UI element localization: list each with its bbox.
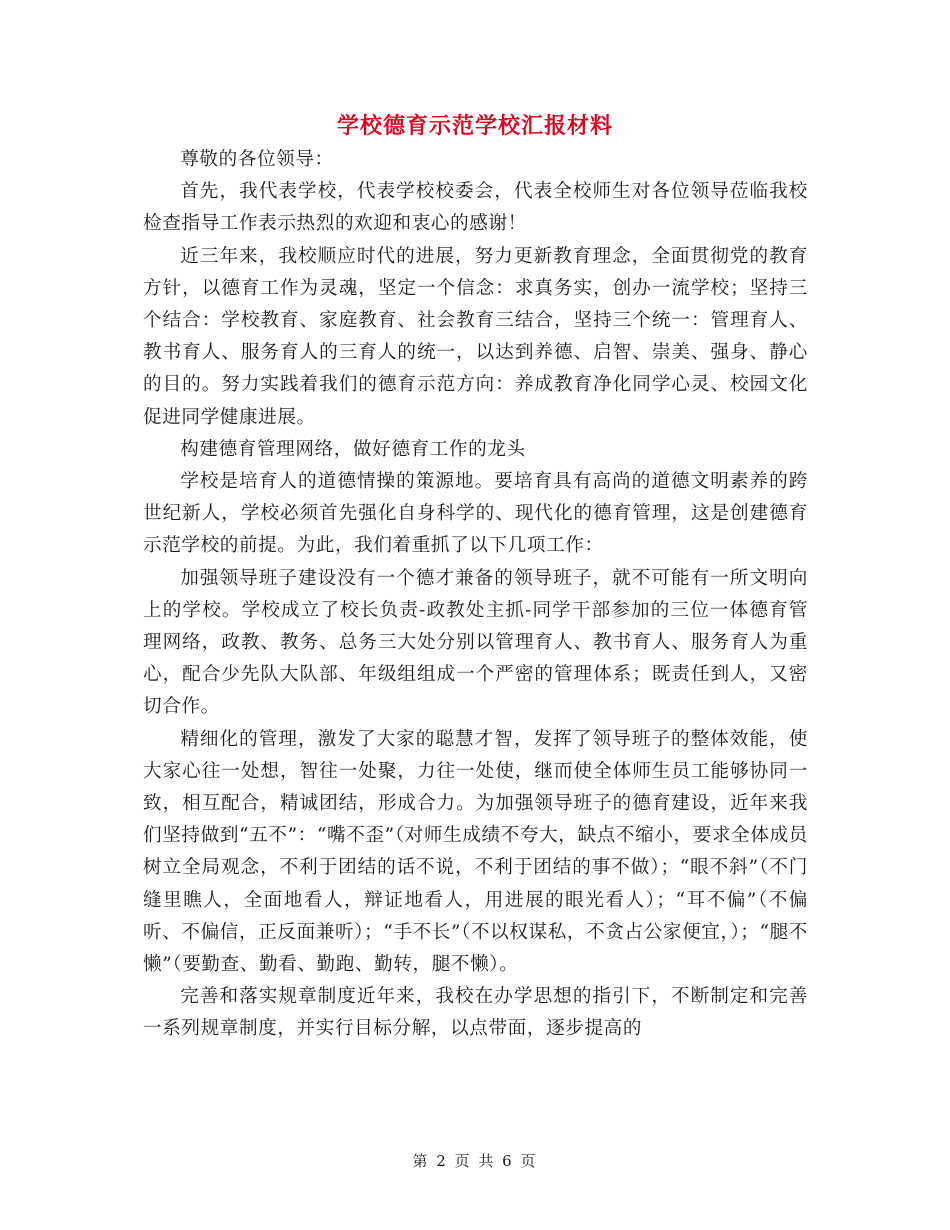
document-title: 学校德育示范学校汇报材料 bbox=[336, 113, 613, 139]
paragraph: 构建德育管理网络，做好德育工作的龙头 bbox=[180, 438, 526, 460]
paragraph: 尊敬的各位领导： bbox=[180, 149, 334, 170]
document-body bbox=[143, 144, 808, 1046]
paragraph: 学校是培育人的道德情操的策源地。要培育具有高尚的道德文明素养的跨世纪新人，学校必须首先强化自身科学的、现代化的德育管理，这是创建德育示范学校的前提。为此，我们着重抓了以下几项工作： bbox=[143, 471, 808, 557]
paragraph: 加强领导班子建设没有一个德才兼备的领导班子，就不可能有一所文明向上的学校。学校成立了校长负责-政教处主抓-同学干部参加的三位一体德育管理网络，政教、教务、总务三大处分别以管理育人、教书育人、服务育人为重心，配合少先队大队部、年级组组成一个严密的管理体系；既责任到人，又密切合作。 bbox=[143, 567, 808, 718]
paragraph: 完善和落实规章制度近年来，我校在办学思想的指引下，不断制定和完善一系列规章制度，并实行目标分解，以点带面，逐步提高的 bbox=[143, 986, 808, 1040]
paragraph: 精细化的管理，激发了大家的聪慧才智，发挥了领导班子的整体效能，使大家心往一处想，智往一处聚，力往一处使，继而使全体师生员工能够协同一致，相互配合，精诚团结，形成合力。为加强领导班子的德育建设，近年来我们坚持做到“五不”：“嘴不歪”（对师生成绩不夸大，缺点不缩小，要求全体成员树立全局观念，不利于团结的话不说，不利于团结的事不做）；“眼不斜”（不门缝里瞧人，全面地看人，辩证地看人，用进展的眼光看人）；“耳不偏”（不偏听、不偏信，正反面兼听）；“手不长”（不以权谋私，不贪占公家便宜，）；“腿不懒”（要勤查、勤看、勤跑、勤转，腿不懒）。 bbox=[143, 728, 808, 976]
page-number-footer: 第 2 页 共 6 页 bbox=[412, 1152, 538, 1170]
paragraph: 首先，我代表学校，代表学校校委会，代表全校师生对各位领导莅临我校检查指导工作表示热烈的欢迎和衷心的感谢！ bbox=[143, 181, 808, 235]
paragraph: 近三年来，我校顺应时代的进展，努力更新教育理念，全面贯彻党的教育方针，以德育工作为灵魂，坚定一个信念：求真务实，创办一流学校；坚持三个结合：学校教育、家庭教育、社会教育三结合，坚持三个统一：管理育人、教书育人、服务育人的三育人的统一，以达到养德、启智、崇美、强身、静心的目的。努力实践着我们的德育示范方向：养成教育净化同学心灵、校园文化促进同学健康进展。 bbox=[143, 245, 808, 428]
